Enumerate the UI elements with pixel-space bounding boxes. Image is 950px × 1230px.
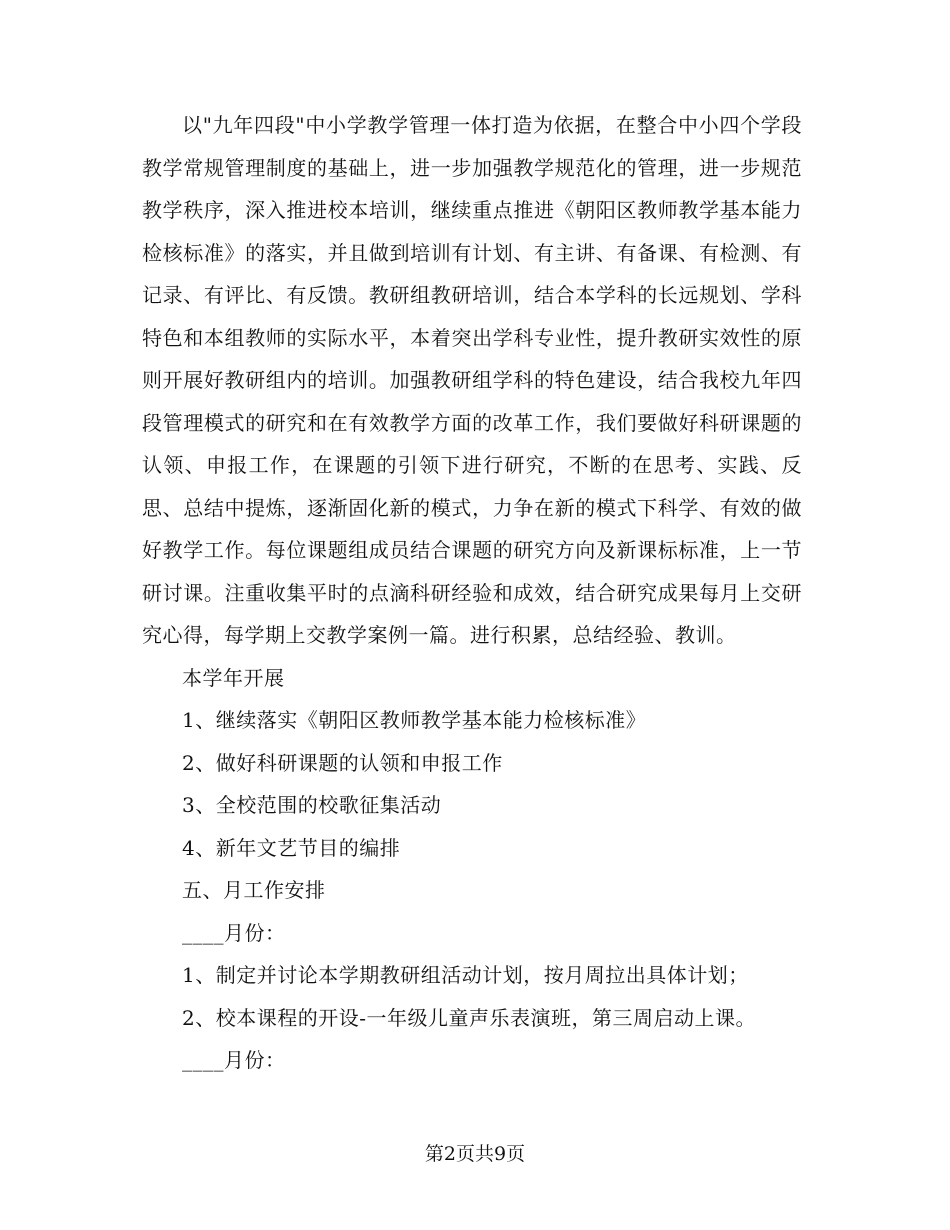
document-body xyxy=(142,104,802,1082)
month-label: ____月份： xyxy=(182,920,286,945)
section-heading: 五、月工作安排 xyxy=(182,878,326,902)
year-item: 2、做好科研课题的认领和申报工作 xyxy=(182,750,503,775)
year-item: 1、继续落实《朝阳区教师教学基本能力检核标准》 xyxy=(182,708,647,732)
year-heading: 本学年开展 xyxy=(182,665,285,690)
month-label: ____月份： xyxy=(182,1048,286,1072)
page-number-footer: 第2页共9页 xyxy=(424,1143,526,1165)
intro-paragraph: 以"九年四段"中小学教学管理一体打造为依据，在整合中小四个学段教学常规管理制度的基础上，进一步加强教学规范化的管理，进一步规范教学秩序，深入推进校本培训，继续重点推进《朝阳区教师教学基本能力检核标准》的落实，并且做到培训有计划、有主讲、有备课、有检测、有记录、有评比、有反馈。教研组教研培训，结合本学科的长远规划、学科特色和本组教师的实际水平，本着突出学科专业性，提升教研实效性的原则开展好教研组内的培训。加强教研组学科的特色建设，结合我校九年四段管理模式的研究和在有效教学方面的改革工作，我们要做好科研课题的认领、申报工作，在课题的引领下进行研究，不断的在思考、实践、反思、总结中提炼，逐渐固化新的模式，力争在新的模式下科学、有效的做好教学工作。每位课题组成员结合课题的研究方向及新课标标准，上一节研讨课。注重收集平时的点滴科研经验和成效，结合研究成果每月上交研究心得，每学期上交教学案例一篇。进行积累，总结经验、教训。 xyxy=(142,113,802,647)
year-item: 4、新年文艺节目的编排 xyxy=(182,835,401,860)
month-item: 2、校本课程的开设-一年级儿童声乐表演班，第三周启动上课。 xyxy=(182,1005,756,1030)
month-item: 1、制定并讨论本学期教研组活动计划，按月周拉出具体计划； xyxy=(182,963,749,987)
year-item: 3、全校范围的校歌征集活动 xyxy=(182,793,442,817)
